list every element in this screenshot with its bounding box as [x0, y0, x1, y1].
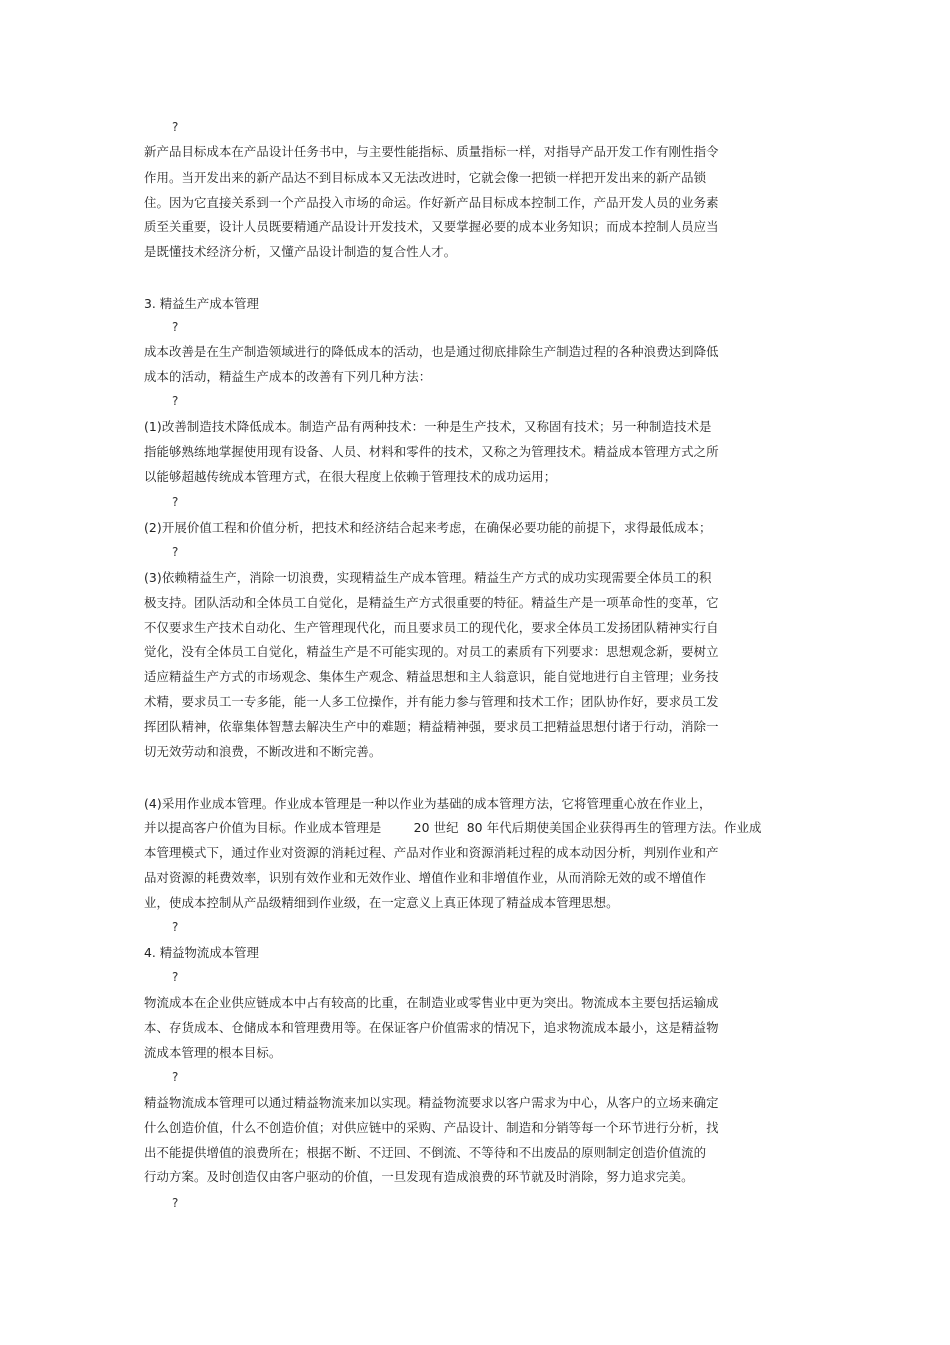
paragraph-line: 是既懂技术经济分析，又懂产品设计制造的复合性人才。	[144, 244, 457, 259]
question-mark-glyph: ?	[172, 1196, 179, 1210]
paragraph-line: 成本的活动，精益生产成本的改善有下列几种方法：	[144, 369, 432, 384]
list-item-line: 极支持。团队活动和全体员工自觉化，是精益生产方式很重要的特征。精益生产是一项革命性的变革，它	[144, 595, 719, 610]
section-heading: 4. 精益物流成本管理	[144, 945, 259, 960]
paragraph-line: 成本改善是在生产制造领域进行的降低成本的活动，也是通过彻底排除生产制造过程的各种浪费达到降低	[144, 344, 719, 359]
list-item-line: 觉化，没有全体员工自觉化，精益生产是不可能实现的。对员工的素质有下列要求：思想观念新，要树立	[144, 644, 719, 659]
list-item-line: (4)采用作业成本管理。作业成本管理是一种以作业为基础的成本管理方法，它将管理重心放在作业上，	[144, 796, 712, 811]
paragraph-line: 出不能提供增值的浪费所在；根据不断、不迂回、不倒流、不等待和不出废品的原则制定创造价值流的	[144, 1145, 707, 1160]
list-item-line: 适应精益生产方式的市场观念、集体生产观念、精益思想和主人翁意识，能自觉地进行自主管理；业务技	[144, 669, 719, 684]
list-item-line: 以能够超越传统成本管理方式，在很大程度上依赖于管理技术的成功运用；	[144, 469, 557, 484]
question-mark-glyph: ?	[172, 920, 179, 934]
list-item-line: 本管理模式下，通过作业对资源的消耗过程、产品对作业和资源消耗过程的成本动因分析，判别作业和产	[144, 845, 719, 860]
list-item-line: 挥团队精神，依靠集体智慧去解决生产中的难题；精益精神强，要求员工把精益思想付诸于行动，消除一	[144, 719, 719, 734]
question-mark-glyph: ?	[172, 970, 179, 984]
list-item-line: 并以提高客户价值为目标。作业成本管理是 20 世纪 80 年代后期使美国企业获得再生的管理方法。作业成	[144, 820, 762, 835]
paragraph-line: 本、存货成本、仓储成本和管理费用等。在保证客户价值需求的情况下，追求物流成本最小，这是精益物	[144, 1020, 719, 1035]
list-item-line: 指能够熟练地掌握使用现有设备、人员、材料和零件的技术，又称之为管理技术。精益成本管理方式之所	[144, 444, 719, 459]
list-item-line: 术精，要求员工一专多能，能一人多工位操作，并有能力参与管理和技术工作；团队协作好，要求员工发	[144, 694, 719, 709]
paragraph-line: 流成本管理的根本目标。	[144, 1045, 282, 1060]
list-item-line: 品对资源的耗费效率，识别有效作业和无效作业、增值作业和非增值作业，从而消除无效的或不增值作	[144, 870, 707, 885]
paragraph-line: 物流成本在企业供应链成本中占有较高的比重，在制造业或零售业中更为突出。物流成本主要包括运输成	[144, 995, 719, 1010]
question-mark-glyph: ?	[172, 394, 179, 408]
question-mark-glyph: ?	[172, 545, 179, 559]
paragraph-line: 精益物流成本管理可以通过精益物流来加以实现。精益物流要求以客户需求为中心，从客户的立场来确定	[144, 1095, 719, 1110]
list-item-line: (2)开展价值工程和价值分析，把技术和经济结合起来考虑，在确保必要功能的前提下，求得最低成本；	[144, 520, 712, 535]
question-mark-glyph: ?	[172, 495, 179, 509]
paragraph-line: 住。因为它直接关系到一个产品投入市场的命运。作好新产品目标成本控制工作，产品开发人员的业务素	[144, 195, 719, 210]
list-item-line: 业，使成本控制从产品级精细到作业级，在一定意义上真正体现了精益成本管理思想。	[144, 895, 619, 910]
paragraph-line: 行动方案。及时创造仅由客户驱动的价值，一旦发现有造成浪费的环节就及时消除，努力追求完美。	[144, 1169, 694, 1184]
list-item-line: 切无效劳动和浪费，不断改进和不断完善。	[144, 744, 382, 759]
paragraph-line: 质至关重要，设计人员既要精通产品设计开发技术，又要掌握必要的成本业务知识；而成本控制人员应当	[144, 219, 719, 234]
list-item-line: (3)依赖精益生产，消除一切浪费，实现精益生产成本管理。精益生产方式的成功实现需要全体员工的积	[144, 570, 712, 585]
paragraph-line: 什么创造价值，什么不创造价值；对供应链中的采购、产品设计、制造和分销等每一个环节进行分析，找	[144, 1120, 719, 1135]
section-heading: 3. 精益生产成本管理	[144, 296, 259, 311]
question-mark-glyph: ?	[172, 320, 179, 334]
list-item-line: 不仅要求生产技术自动化、生产管理现代化，而且要求员工的现代化，要求全体员工发扬团队精神实行自	[144, 620, 719, 635]
question-mark-glyph: ?	[172, 1070, 179, 1084]
paragraph-line: 作用。当开发出来的新产品达不到目标成本又无法改进时，它就会像一把锁一样把开发出来的新产品锁	[144, 170, 707, 185]
list-item-line: (1)改善制造技术降低成本。制造产品有两种技术：一种是生产技术，又称固有技术；另一种制造技术是	[144, 419, 712, 434]
question-mark-glyph: ?	[172, 120, 179, 134]
paragraph-line: 新产品目标成本在产品设计任务书中，与主要性能指标、质量指标一样，对指导产品开发工作有刚性指令	[144, 144, 719, 159]
